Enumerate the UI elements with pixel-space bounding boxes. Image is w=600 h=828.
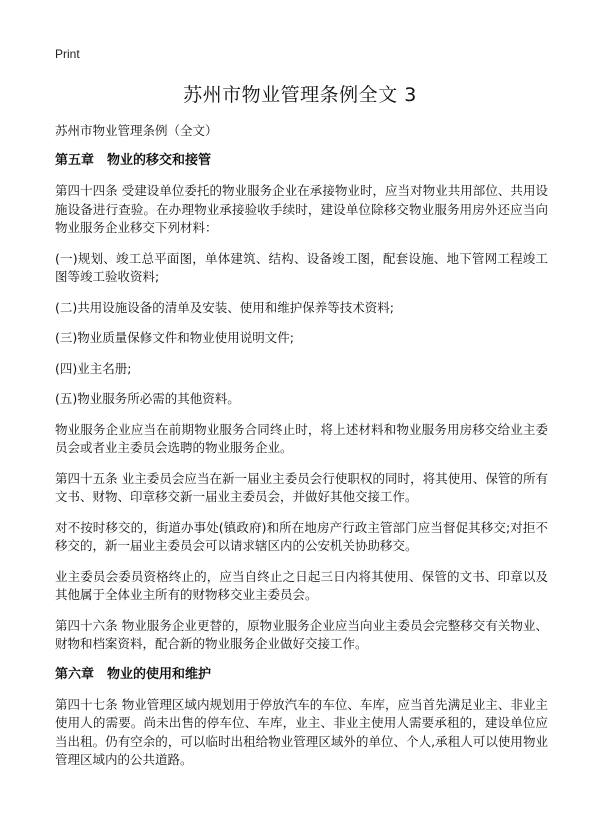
- handover-paragraph: 物业服务企业应当在前期物业服务合同终止时，将上述材料和物业服务用房移交给业主委员会或者业主委员会选聘的物业服务企业。: [55, 421, 548, 455]
- article-47-paragraph: 第四十七条 物业管理区域内规划用于停放汽车的车位、车库，应当首先满足业主、非业主使用人的需要。尚未出售的停车位、车库，业主、非业主使用人需要承租的，建设单位应当出租。仍有空余的，可以临时出租给物业管理区域外的单位、个人,承租人可以使用物业管理区域内的公共道路。: [55, 696, 548, 767]
- termination-paragraph: 业主委员会委员资格终止的，应当自终止之日起三日内将其使用、保管的文书、印章以及其他属于全体业主所有的财物移交业主委员会。: [55, 568, 548, 602]
- chapter-6-heading: 第六章 物业的使用和维护: [55, 666, 212, 682]
- list-item-1: (一)规划、竣工总平面图，单体建筑、结构、设备竣工图，配套设施、地下管网工程竣工图等竣工验收资料;: [55, 250, 548, 284]
- chapter-5-heading: 第五章 物业的移交和接管: [55, 153, 212, 168]
- document-title: 苏州市物业管理条例全文 3: [183, 84, 417, 106]
- article-46-paragraph: 第四十六条 物业服务企业更替的，原物业服务企业应当向业主委员会完整移交有关物业、财物和档案资料，配合新的物业服务企业做好交接工作。: [55, 617, 548, 651]
- list-item-2: (二)共用设施设备的清单及安装、使用和维护保养等技术资料;: [55, 299, 394, 315]
- list-item-4: (四)业主名册;: [55, 360, 132, 376]
- article-45-paragraph: 第四十五条 业主委员会应当在新一届业主委员会行使职权的同时，将其使用、保管的所有文书、财物、印章移交新一届业主委员会，并做好其他交接工作。: [55, 470, 548, 504]
- document-body: [55, 122, 548, 782]
- article-44-paragraph: 第四十四条 受建设单位委托的物业服务企业在承接物业时，应当对物业共用部位、共用设施设备进行查验。在办理物业承接验收手续时，建设单位除移交物业服务用房外还应当向物业服务企业移交下列材料：: [55, 183, 548, 235]
- refusal-paragraph: 对不按时移交的，街道办事处(镇政府)和所在地房产行政主管部门应当督促其移交;对拒不移交的，新一届业主委员会可以请求辖区内的公安机关协助移交。: [55, 519, 548, 553]
- list-item-5: (五)物业服务所必需的其他资料。: [55, 391, 240, 406]
- document-subtitle: 苏州市物业管理条例（全文）: [55, 123, 218, 138]
- list-item-3: (三)物业质量保修文件和物业使用说明文件;: [55, 330, 294, 345]
- print-link[interactable]: Print: [55, 47, 80, 61]
